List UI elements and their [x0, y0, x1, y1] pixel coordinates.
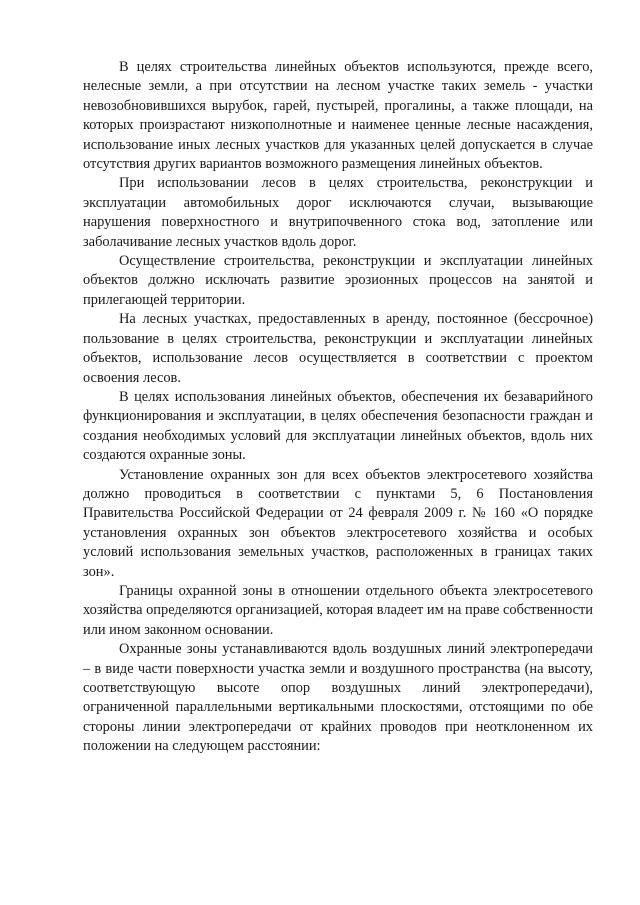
- paragraph-6: Установление охранных зон для всех объектов электросетевого хозяйства должно проводиться в соответствии с пунктами 5, 6 Постановления Правительства Российской Федерации от 24 февраля 2009 г. № 160 «О порядке установления охранных зон объектов электросетевого хозяйства и особых условий использования земельных участков, расположенных в границах таких зон».: [83, 466, 593, 580]
- paragraph-7: Границы охранной зоны в отношении отдельного объекта электросетевого хозяйства определяются организацией, которая владеет им на праве собственности или ином законном основании.: [83, 582, 593, 638]
- paragraph-4: На лесных участках, предоставленных в аренду, постоянное (бессрочное) пользование в целях строительства, реконструкции и эксплуатации линейных объектов, использование лесов осуществляется в соответствии с проектом освоения лесов.: [83, 311, 593, 386]
- paragraph-2: При использовании лесов в целях строительства, реконструкции и эксплуатации автомобильных дорог исключаются случаи, вызывающие нарушения поверхностного и внутрипочвенного стока вод, затопление или заболачивание лесных участков вдоль дорог.: [83, 175, 593, 250]
- paragraph-5: В целях использования линейных объектов, обеспечения их безаварийного функционирования и эксплуатации, в целях обеспечения безопасности граждан и создания необходимых условий для эксплуатации линейных объектов, вдоль них создаются охранные зоны.: [83, 388, 593, 464]
- document-page: [83, 58, 593, 757]
- paragraph-1: В целях строительства линейных объектов используются, прежде всего, нелесные земли, а при отсутствии на лесном участке таких земель - участки невозобновившихся вырубок, гарей, пустырей, прогалины, а также площади, на которых произрастают низкополнотные и наименее ценные лесные насаждения, использование иных лесных участков для указанных целей допускается в случае отсутствия других вариантов возможного размещения линейных объектов.: [83, 59, 593, 173]
- paragraph-8: Охранные зоны устанавливаются вдоль воздушных линий электропередачи – в виде части поверхности участка земли и воздушного пространства (на высоту, соответствующую высоте опор воздушных линий электропередачи), ограниченной параллельными вертикальными плоскостями, отстоящими по обе стороны линии электропередачи от крайних проводов при неотклоненном их положении на следующем расстоянии:: [83, 641, 593, 755]
- paragraph-3: Осуществление строительства, реконструкции и эксплуатации линейных объектов должно исключать развитие эрозионных процессов на занятой и прилегающей территории.: [83, 253, 593, 308]
